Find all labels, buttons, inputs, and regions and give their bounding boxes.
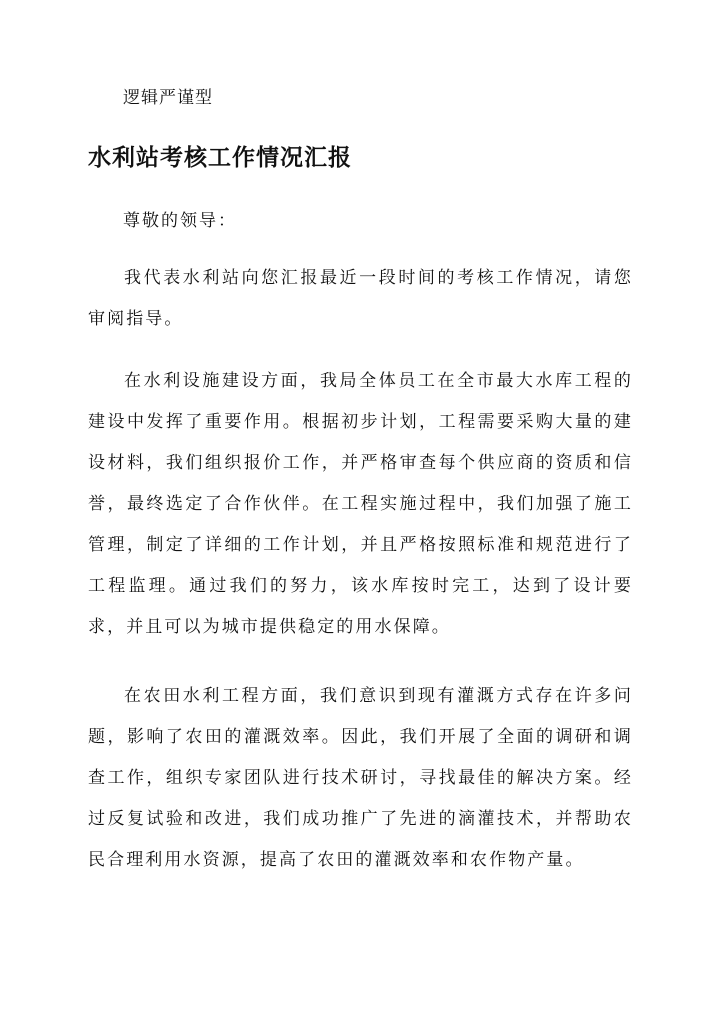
paragraph-farmland-irrigation: 在农田水利工程方面，我们意识到现有灌溉方式存在许多问题，影响了农田的灌溉效率。因此，我们开展了全面的调研和调查工作，组织专家团队进行技术研讨，寻找最佳的解决方案。经过反复试验和改进，我们成功推广了先进的滴灌技术，并帮助农民合理利用水资源，提高了农田的灌溉效率和农作物产量。 — [88, 686, 633, 870]
paragraph-intro: 我代表水利站向您汇报最近一段时间的考核工作情况，请您审阅指导。 — [88, 268, 633, 329]
salutation: 尊敬的领导： — [123, 211, 237, 231]
document-title: 水利站考核工作情况汇报 — [88, 144, 352, 171]
style-label: 逻辑严谨型 — [123, 88, 213, 108]
paragraph-facility-construction: 在水利设施建设方面，我局全体员工在全市最大水库工程的建设中发挥了重要作用。根据初步计划，工程需要采购大量的建设材料，我们组织报价工作，并严格审查每个供应商的资质和信誉，最终选定了合作伙伴。在工程实施过程中，我们加强了施工管理，制定了详细的工作计划，并且严格按照标准和规范进行了工程监理。通过我们的努力，该水库按时完工，达到了设计要求，并且可以为城市提供稳定的用水保障。 — [88, 371, 633, 637]
